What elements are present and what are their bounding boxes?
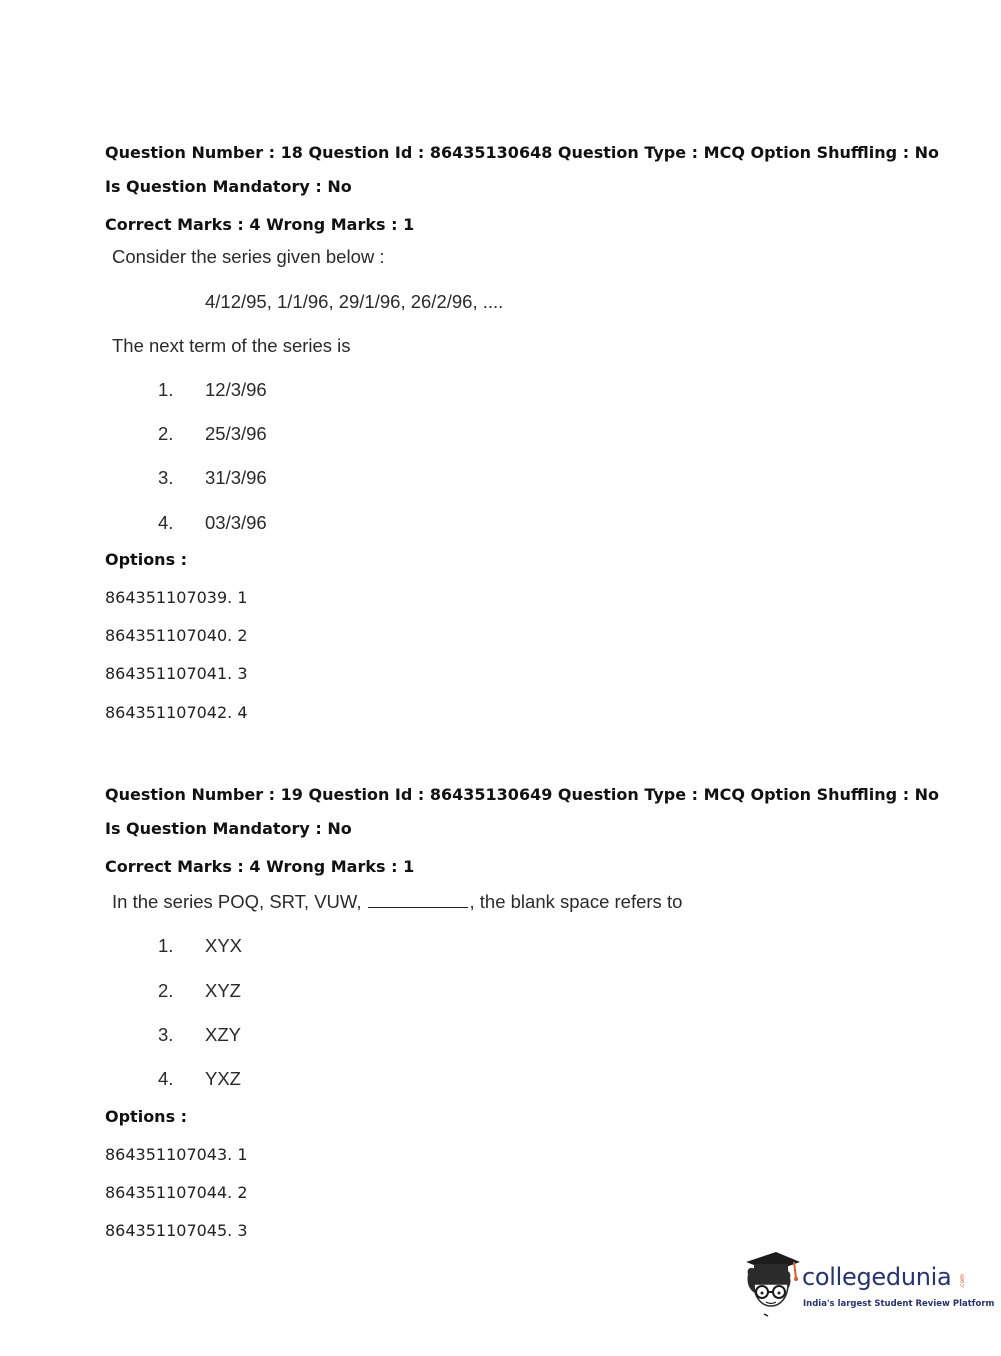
q19-blank-line (368, 893, 468, 908)
q19-mandatory: Is Question Mandatory : No (105, 819, 352, 838)
q19-question-before: In the series POQ, SRT, VUW, (112, 891, 362, 912)
q19-choice-text: YXZ (205, 1068, 241, 1089)
q18-choice-num: 3. (158, 467, 174, 488)
q18-options-label: Options : (105, 550, 188, 569)
q19-header-line: Question Number : 19 Question Id : 86435130649 Question Type : MCQ Option Shuffling : No (105, 785, 940, 804)
q19-option: 864351107045. 3 (105, 1221, 248, 1240)
q19-choice-text: XYX (205, 935, 243, 956)
q19-choice-num: 4. (158, 1068, 174, 1089)
q19-choice-num: 1. (158, 935, 174, 956)
q18-choice-num: 4. (158, 512, 174, 533)
q18-option: 864351107041. 3 (105, 664, 248, 683)
q18-prompt: Consider the series given below : (112, 246, 385, 267)
q18-choice-text: 25/3/96 (205, 423, 267, 444)
q19-choice-num: 3. (158, 1024, 174, 1045)
q19-choice-num: 2. (158, 980, 174, 1001)
q18-choice-num: 1. (158, 379, 174, 400)
q19-question-after: , the blank space refers to (469, 891, 683, 912)
q19-options-label: Options : (105, 1107, 188, 1126)
q18-choice-text: 12/3/96 (205, 379, 267, 400)
q18-marks: Correct Marks : 4 Wrong Marks : 1 (105, 215, 415, 234)
logo-com: .com (959, 1274, 966, 1289)
q18-choice-text: 03/3/96 (205, 512, 267, 533)
q18-option: 864351107040. 2 (105, 626, 248, 645)
q18-option: 864351107039. 1 (105, 588, 248, 607)
collegedunia-logo (740, 1248, 995, 1320)
q19-question (112, 891, 682, 913)
q18-mandatory: Is Question Mandatory : No (105, 177, 352, 196)
q18-choice-text: 31/3/96 (205, 467, 267, 488)
q18-choice-num: 2. (158, 423, 174, 444)
q19-option: 864351107044. 2 (105, 1183, 248, 1202)
q18-option: 864351107042. 4 (105, 703, 248, 722)
student-mascot-icon (740, 1248, 802, 1320)
logo-wordmark: collegedunia (802, 1263, 952, 1291)
q19-marks: Correct Marks : 4 Wrong Marks : 1 (105, 857, 415, 876)
q19-choice-text: XZY (205, 1024, 241, 1045)
q19-option: 864351107043. 1 (105, 1145, 248, 1164)
q19-choice-text: XYZ (205, 980, 241, 1001)
q18-question: The next term of the series is (112, 335, 351, 356)
q18-header-line: Question Number : 18 Question Id : 86435130648 Question Type : MCQ Option Shuffling : No (105, 143, 940, 162)
logo-tagline: India's largest Student Review Platform (803, 1299, 995, 1309)
q18-series: 4/12/95, 1/1/96, 29/1/96, 26/2/96, .... (205, 291, 504, 312)
